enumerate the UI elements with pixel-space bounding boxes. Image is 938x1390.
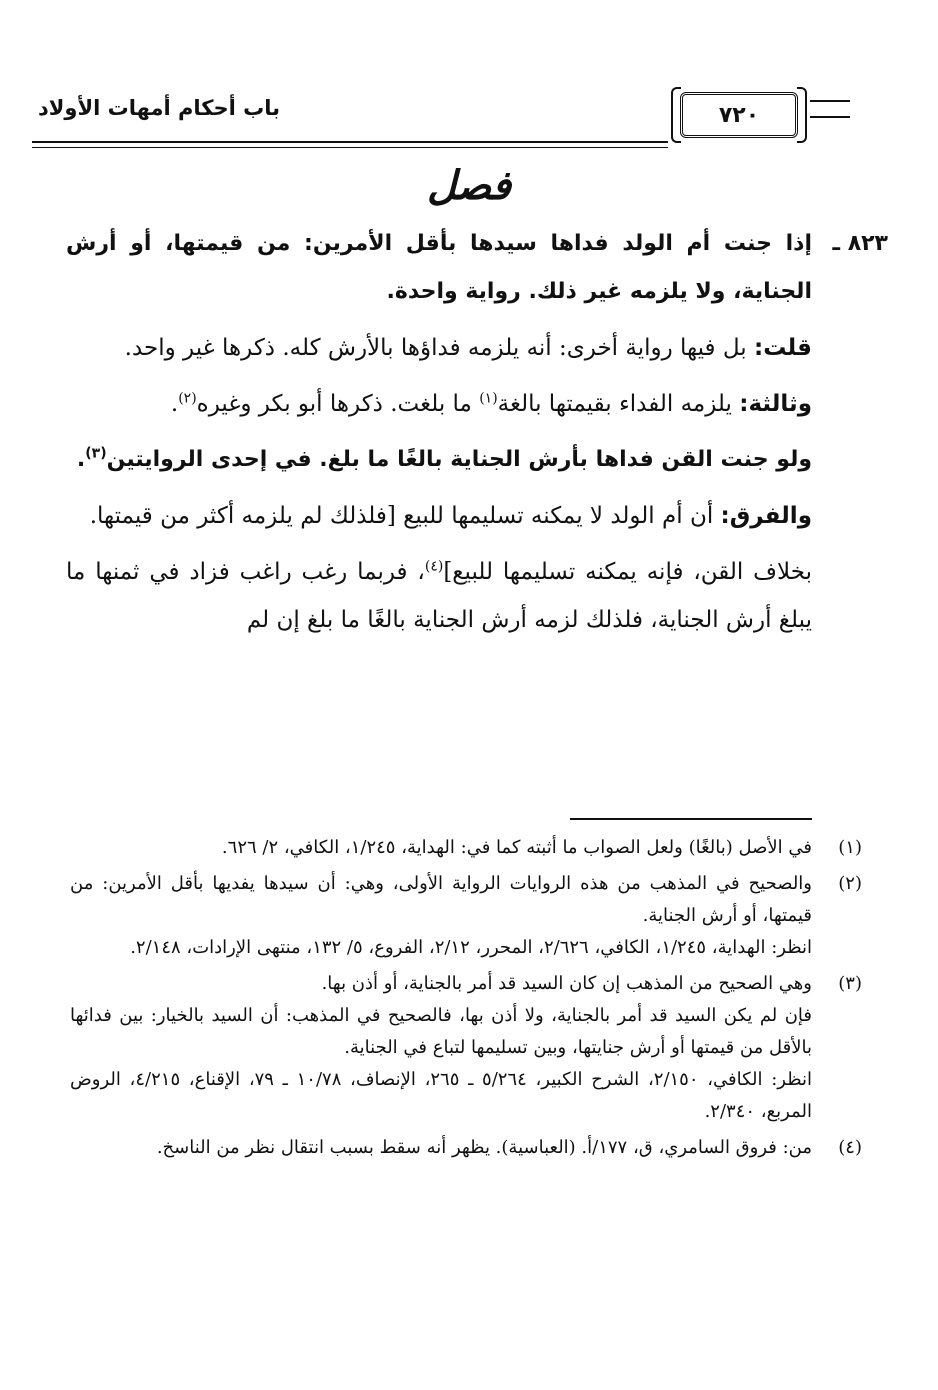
paragraph-lead: وثالثة:: [739, 391, 812, 417]
paragraph-text: أن أم الولد لا يمكنه تسليمها للبيع [فلذلك لم يلزمه أكثر من قيمتها.: [89, 503, 714, 529]
page-number: ٧٢٠: [718, 102, 760, 128]
header-rule: [32, 141, 668, 148]
footnote-2: [70, 868, 862, 964]
period: .: [170, 391, 179, 417]
paragraph-text: ، فربما رغب راغب فزاد في ثمنها ما يبلغ أرش الجناية، فلذلك لزمه أرش الجناية بالغًا ما بلغ إن لم: [66, 559, 812, 633]
main-text: [66, 220, 888, 652]
header-ornament-lines: [810, 100, 850, 118]
paragraph-lead: والفرق:: [720, 503, 812, 529]
page-number-box: [680, 92, 798, 138]
section-title: فصل: [426, 162, 512, 209]
footnote-separator: [570, 818, 812, 820]
footnote-line: فإن لم يكن السيد قد أمر بالجناية، ولا أذن بها، فالصحيح في المذهب: أن السيد بالخيار: بين فدائها بالأقل من قيمتها أو أرش جنايتها، وبين تسليمها لتباع في الجناية.: [70, 1005, 812, 1058]
footnote-line: وهي الصحيح من المذهب إن كان السيد قد أمر بالجناية، أو أذن بها.: [321, 973, 812, 994]
paragraph-qult: [66, 324, 812, 372]
footnote-line: انظر: الهداية، ١/٢٤٥، الكافي، ٢/٦٢٦، المحرر، ٢/١٢، الفروع، ٥/ ١٣٢، منتهى الإرادات، ٢/١٤٨.: [130, 937, 812, 958]
entry-text: إذا جنت أم الولد فداها سيدها بأقل الأمرين: من قيمتها، أو أرش الجناية، ولا يلزمه غير ذلك. رواية واحدة.: [66, 231, 812, 304]
footnote-number: (٢): [838, 873, 862, 894]
footnote-line: في الأصل (بالغًا) ولعل الصواب ما أثبته كما في: الهداية، ١/٢٤٥، الكافي، ٢/ ٦٢٦.: [221, 837, 812, 858]
footnote-ref-1[interactable]: (١): [479, 390, 498, 407]
paragraph-lead: قلت:: [754, 335, 812, 361]
paragraph-text: ما بلغت. ذكرها أبو بكر وغيره: [196, 391, 472, 417]
entry-number: ٨٢٣ ـ: [832, 231, 888, 256]
footnote-number: (٤): [838, 1137, 862, 1158]
footnote-line: من: فروق السامري، ق، ١٧٧/أ. (العباسية). يظهر أنه سقط بسبب انتقال نظر من الناسخ.: [156, 1137, 812, 1158]
footnote-ref-2[interactable]: (٢): [178, 390, 197, 407]
footnote-line: والصحيح في المذهب من هذه الروايات الرواية الأولى، وهي: أن سيدها يفديها بأقل الأمرين: من قيمتها، أو أرش الجناية.: [70, 873, 812, 926]
paragraph-khilaf: [66, 548, 812, 644]
footnote-number: (٣): [838, 973, 862, 994]
footnote-number: (١): [838, 837, 862, 858]
footnote-1: [70, 832, 862, 864]
period: .: [76, 447, 86, 472]
footnote-line: انظر: الكافي، ٢/١٥٠، الشرح الكبير، ٥/٢٦٤ ـ ٢٦٥، الإنصاف، ١٠/٧٨ ـ ٧٩، الإقناع، ٤/٢١٥، الروض المربع، ٢/٣٤٠.: [70, 1069, 812, 1122]
footnote-ref-4[interactable]: (٤): [424, 558, 444, 575]
footnote-3: [70, 968, 862, 1128]
paragraph-qinn: [66, 436, 812, 484]
footnotes: [70, 832, 862, 1168]
footnote-4: [70, 1132, 862, 1164]
paragraph-text: يلزمه الفداء بقيمتها بالغة: [497, 391, 732, 417]
running-title: باب أحكام أمهات الأولاد: [38, 96, 280, 120]
paragraph-farq: [66, 492, 812, 540]
page-header: [32, 84, 898, 154]
paragraph-text: بل فيها رواية أخرى: أنه يلزمه فداؤها بالأرش كله. ذكرها غير واحد.: [124, 335, 747, 361]
entry-823: [66, 220, 888, 316]
paragraph-thalitha: [66, 380, 812, 428]
paragraph-text: بخلاف القن، فإنه يمكنه تسليمها للبيع]: [443, 559, 812, 585]
footnote-ref-3[interactable]: (٣): [85, 445, 107, 462]
paragraph-text: ولو جنت القن فداها بأرش الجناية بالغًا ما بلغ. في إحدى الروايتين: [106, 447, 812, 472]
